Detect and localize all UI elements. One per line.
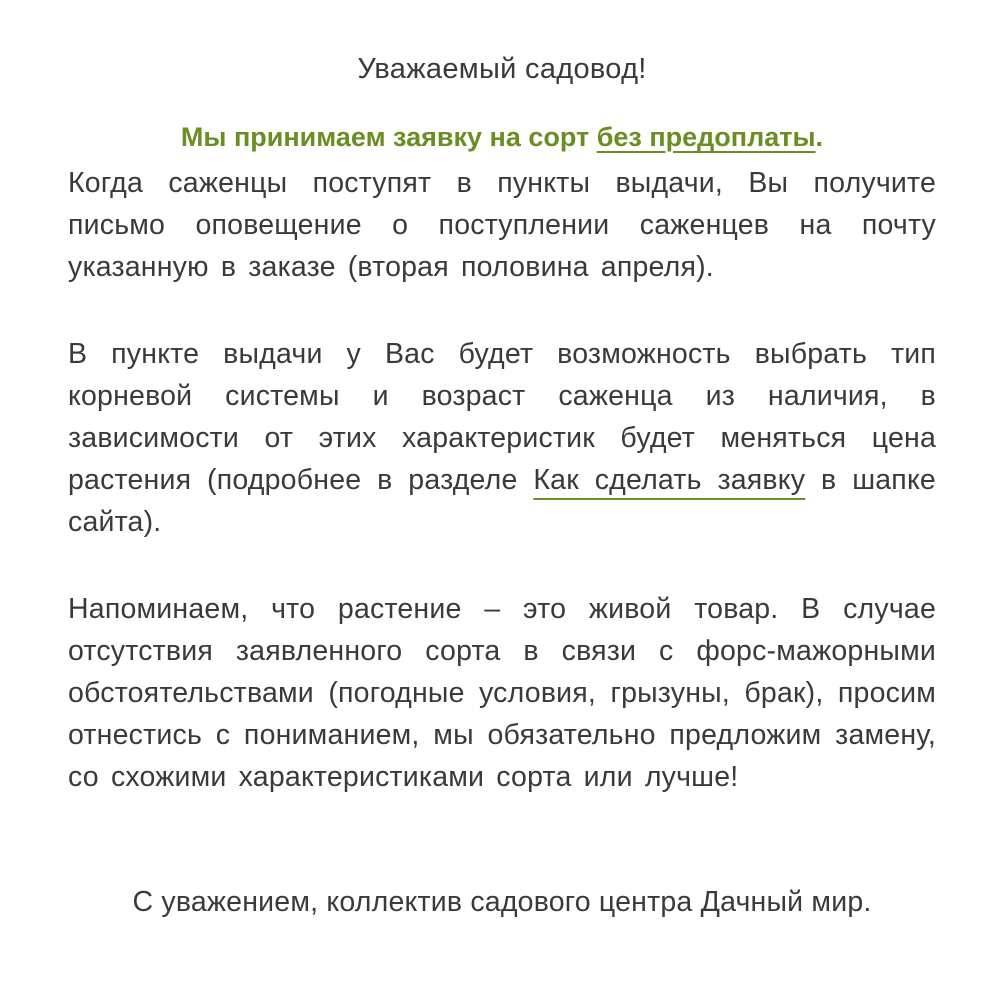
delivery-paragraph: Когда саженцы поступят в пункты выдачи, Вы получите письмо оповещение о поступлении саженцев на почту указанную в заказе (вторая половина апреля). xyxy=(68,167,936,283)
greeting-heading: Уважаемый садовод! xyxy=(357,53,647,85)
prepayment-notice xyxy=(68,122,936,153)
closing-signature: С уважением, коллектив садового центра Дачный мир. xyxy=(132,886,872,918)
pickup-paragraph xyxy=(68,333,936,543)
no-prepayment-text: без предоплаты xyxy=(596,122,816,152)
pickup-paragraph-tail: в шапке сайта). xyxy=(68,464,936,538)
reminder-paragraph: Напоминаем, что растение – это живой товар. В случае отсутствия заявленного сорта в связи с форс-мажорными обстоятельствами (погодные условия, грызуны, брак), просим отнестись с пониманием, мы обязательно предложим замену, со схожими характеристиками сорта или лучше! xyxy=(68,593,936,793)
pickup-paragraph-text: В пункте выдачи у Вас будет возможность выбрать тип корневой системы и возраст саженца из наличия, в зависимости от этих характеристик будет меняться цена растения (подробнее в разделе xyxy=(68,338,936,496)
how-to-order-link[interactable]: Как сделать заявку xyxy=(533,464,806,496)
prepayment-notice-lead: Мы принимаем заявку на сорт xyxy=(180,122,597,152)
prepayment-notice-tail: . xyxy=(815,122,824,152)
